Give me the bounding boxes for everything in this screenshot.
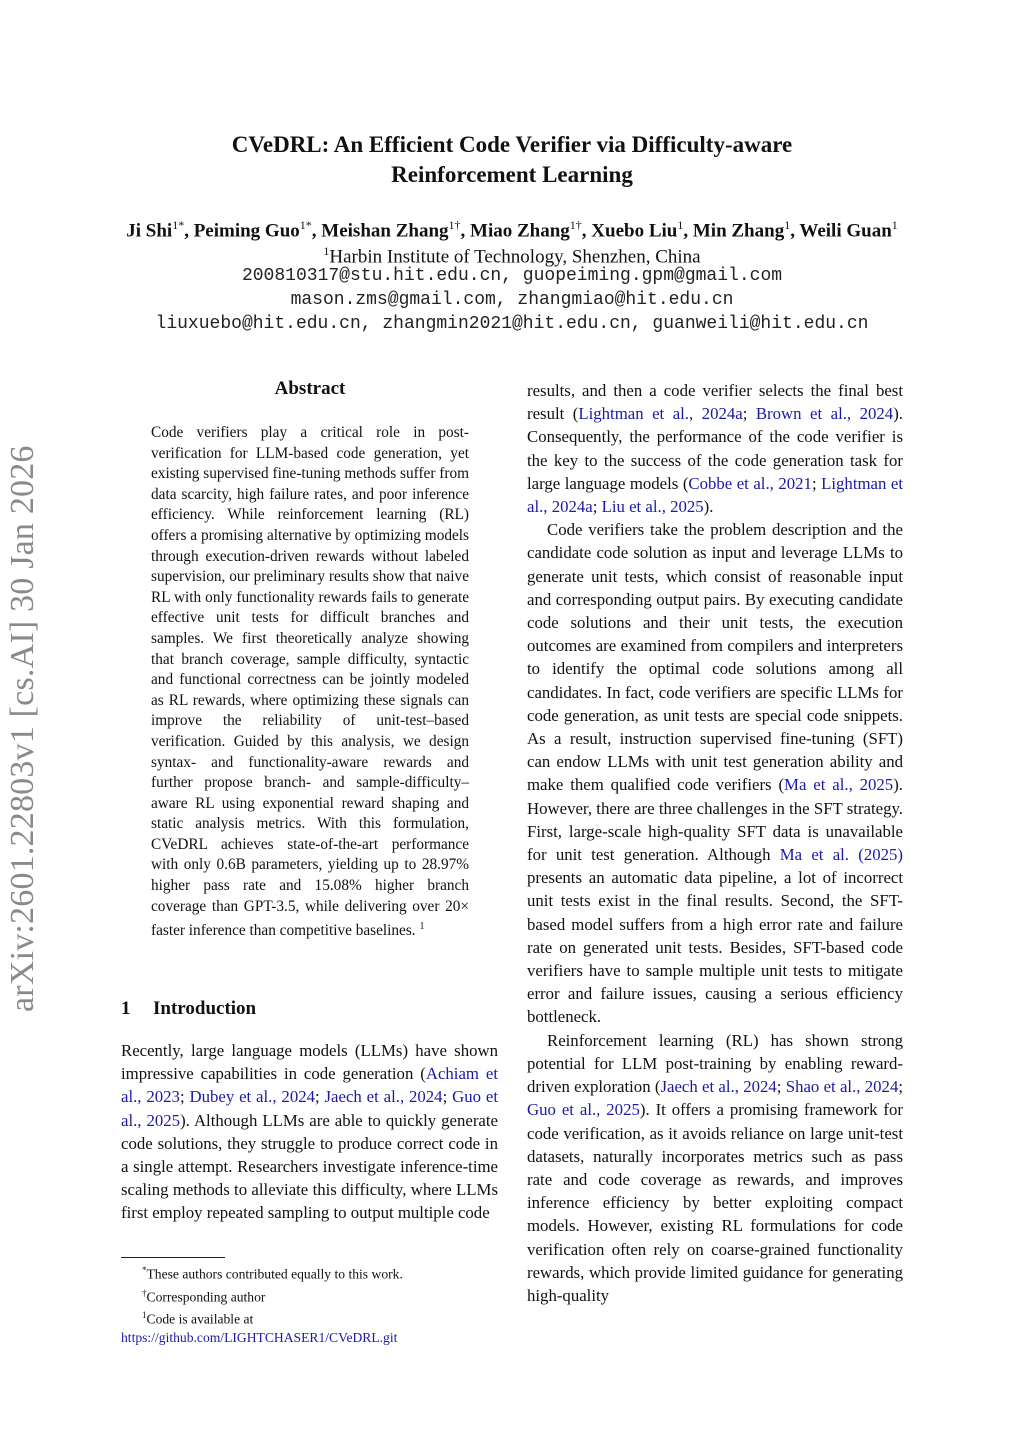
author-mark: 1	[891, 218, 898, 232]
separator: ;	[179, 1087, 190, 1107]
citation-link[interactable]: Brown et al., 2024	[755, 404, 894, 424]
footnote-mark: *	[142, 1265, 147, 1275]
code-link-line	[121, 1329, 511, 1347]
body-text: ). Consequently, the performance of the code verifier is the key to the success of the code generation task for large language models (	[527, 404, 903, 493]
body-text: results, and then a code verifier selects the final best result (	[527, 381, 903, 424]
intro-left-column	[121, 1039, 498, 1225]
intro-right-column	[527, 379, 903, 1307]
footnote-rule	[121, 1257, 225, 1258]
abstract-heading: Abstract	[274, 378, 346, 399]
separator: ;	[742, 404, 756, 424]
citation-link[interactable]: Shao et al., 2024	[785, 1077, 899, 1097]
author-name: Xuebo Liu	[591, 220, 678, 242]
citation-link[interactable]: Lightman et al., 2024a	[527, 473, 903, 517]
footnote-mark: 1	[142, 1310, 147, 1321]
email-line: 200810317@stu.hit.edu.cn, guopeiming.gpm@gmail.com	[241, 266, 783, 286]
separator: ;	[776, 1077, 786, 1097]
author-list: Ji Shi$^{1*}$, Peiming Guo$^{1*}$, Meishan Zhang$^{1\dagger}$, Miao Zhang$^{1\dagger}$, Xuebo Liu$^1$, Min Zhang$^1$, Weili Guan$^1$	[126, 218, 898, 242]
separator: ;	[315, 1087, 325, 1107]
author-mark: 1	[784, 218, 791, 232]
section-title: Introduction	[153, 998, 257, 1019]
section-heading-introduction	[121, 998, 256, 1020]
footnote-text: These authors contributed equally to this work.	[146, 1266, 403, 1282]
code-url-link[interactable]: https://github.com/LIGHTCHASER1/CVeDRL.git	[121, 1329, 398, 1345]
paragraph	[527, 518, 903, 1028]
abstract-body	[151, 423, 469, 942]
author-mark: 1*	[172, 218, 185, 232]
citation-link[interactable]: Ma et al. (2025)	[779, 845, 903, 865]
citation-link[interactable]: Lightman et al., 2024a	[578, 404, 743, 424]
citation-link[interactable]: Jaech et al., 2024	[660, 1077, 777, 1097]
body-text: ).	[703, 497, 714, 517]
author-mark: 1†	[569, 218, 582, 232]
separator: ;	[592, 497, 602, 517]
affiliation-text: Harbin Institute of Technology, Shenzhen, China	[329, 246, 701, 268]
abstract-text: Code verifiers play a critical role in post-verification for LLM-based code generation, yet existing supervised fine-tuning methods suffer from data scarcity, high failure rates, and poor inference efficiency. While reinforcement learning (RL) offers a promising alternative by optimizing models through execution-driven rewards without labeled supervision, our preliminary results show that naive RL with only functionality rewards fails to generate effective unit tests for difficult branches and samples. We first theoretically analyze showing that branch coverage, sample difficulty, syntactic and functional correctness can be jointly modeled as RL rewards, where optimizing these signals can improve the reliability of unit-test–based verification. Guided by this analysis, we design syntax- and functionality-aware rewards and further propose branch- and sample-difficulty–aware RL using exponential reward shaping and static analysis metrics. With this formulation, CVeDRL achieves state-of-the-art performance with only 0.6B parameters, yielding up to 28.97% higher pass rate and 15.08% higher branch coverage than GPT-3.5, while delivering over 20× faster inference than competitive baselines.	[151, 424, 469, 940]
citation-link[interactable]: Guo et al., 2025	[121, 1087, 498, 1130]
citation-link[interactable]: Liu et al., 2025	[601, 497, 704, 517]
email-line: mason.zms@gmail.com, zhangmiao@hit.edu.cn	[290, 290, 734, 310]
footnotes	[121, 1261, 511, 1347]
paragraph	[527, 379, 903, 518]
author-name: Meishan Zhang	[321, 220, 449, 242]
footnote	[121, 1306, 511, 1329]
author-name: Min Zhang	[692, 220, 785, 242]
section-number: 1	[121, 998, 131, 1019]
footnote-text: Corresponding author	[146, 1289, 266, 1305]
body-text: Reinforcement learning (RL) has shown strong potential for LLM post-training by enabling reward-driven exploration (	[527, 1030, 903, 1097]
author-mark: 1†	[448, 218, 461, 232]
body-text: Code verifiers take the problem description and the candidate code solution as input and leverage LLMs to generate unit tests, which consist of reasonable input and corresponding output pairs. By executing candidate code solutions and their unit tests, the execution outcomes are examined from compilers and interpreters to identify the optimal code solutions among all candidates. In fact, code verifiers are specific LLMs for code generation, as unit tests are special code snippets. As a result, instruction supervised fine-tuning (SFT) can endow LLMs with unit test generation ability and make them qualified code verifiers (	[527, 520, 903, 795]
footnote	[121, 1261, 511, 1284]
separator: ;	[898, 1077, 904, 1097]
separator: ;	[811, 473, 822, 493]
title-line-1: CVeDRL: An Efficient Code Verifier via Difficulty-aware	[231, 132, 793, 157]
citation-link[interactable]: Achiam et al., 2023	[121, 1064, 498, 1107]
author-mark: 1	[677, 218, 684, 232]
arxiv-identifier: arXiv:2601.22803v1 [cs.AI] 30 Jan 2026	[4, 445, 41, 1012]
author-mark: 1*	[299, 218, 312, 232]
body-text: Recently, large language models (LLMs) have shown impressive capabilities in code generation (	[121, 1041, 498, 1084]
footnote	[121, 1284, 511, 1307]
footnote-ref[interactable]: 1	[419, 921, 425, 933]
footnote-mark: †	[142, 1287, 147, 1298]
body-text: presents an automatic data pipeline, a lot of incorrect unit tests exist in the final results. Second, the SFT-based model suffers from a high error rate and failure rate on generated unit tests. Besides, SFT-based code verifiers have to sample multiple unit tests to mitigate error and failure issues, causing a serious efficiency bottleneck.	[527, 868, 903, 1027]
author-name: Peiming Guo	[193, 220, 300, 242]
affiliation-mark: 1	[323, 244, 330, 258]
paragraph	[527, 1029, 903, 1307]
title-line-2: Reinforcement Learning	[391, 162, 633, 187]
citation-link[interactable]: Guo et al., 2025	[527, 1100, 640, 1120]
paper-title	[0, 130, 1024, 190]
author-name: Miao Zhang	[470, 220, 570, 242]
author-name: Weili Guan	[799, 220, 892, 242]
citation-link[interactable]: Jaech et al., 2024	[324, 1087, 443, 1107]
email-line: liuxuebo@hit.edu.cn, zhangmin2021@hit.edu.cn, guanweili@hit.edu.cn	[155, 314, 869, 334]
separator: ;	[442, 1087, 453, 1107]
body-text: ). However, there are three challenges in the SFT strategy. First, large-scale high-quality SFT data is unavailable for unit test generation. Although	[527, 775, 903, 865]
body-text: ). It offers a promising framework for code verification, as it avoids reliance on large unit-test datasets, naturally incorporates metrics such as pass rate and code coverage as rewards, and improves inference efficiency by better exploiting compact models. However, existing RL formulations for code verification often rely on coarse-grained functionality rewards, which provide limited guidance for generating high-quality	[527, 1100, 903, 1305]
author-name: Ji Shi	[126, 220, 173, 242]
citation-link[interactable]: Dubey et al., 2024	[189, 1087, 315, 1107]
citation-link[interactable]: Ma et al., 2025	[784, 775, 894, 795]
footnote-text: Code is available at	[146, 1311, 254, 1327]
paragraph	[121, 1039, 498, 1225]
citation-link[interactable]: Cobbe et al., 2021	[688, 473, 812, 493]
body-text: ). Although LLMs are able to quickly generate code solutions, they struggle to produce correct code in a single attempt. Researchers investigate inference-time scaling methods to alleviate this difficulty, where LLMs first employ repeated sampling to output multiple code	[121, 1110, 498, 1223]
